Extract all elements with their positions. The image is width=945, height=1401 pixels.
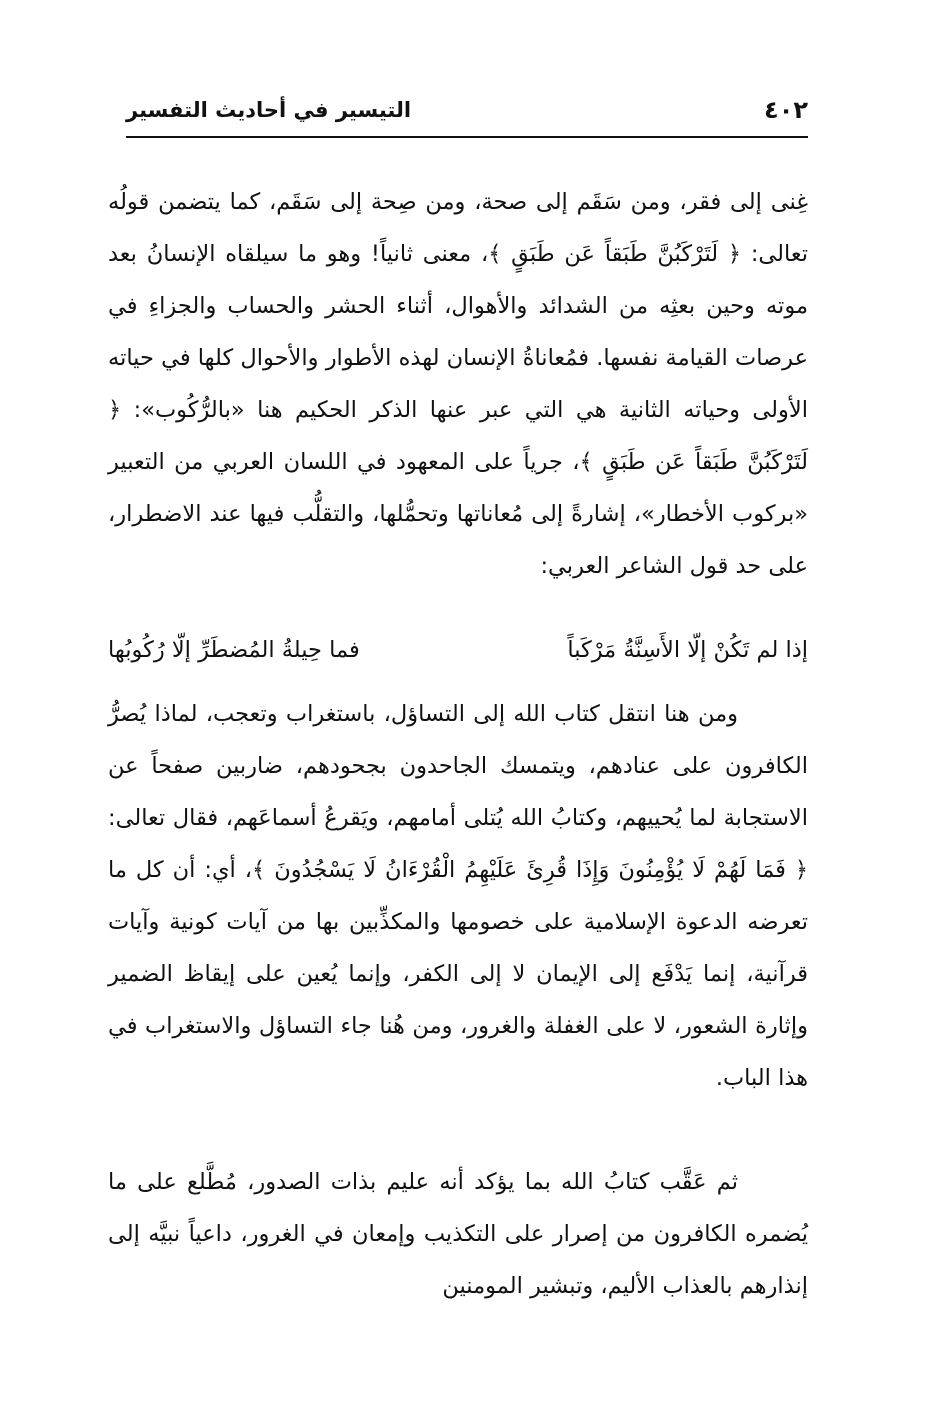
page-header	[126, 96, 808, 138]
poetry-verse	[108, 624, 808, 676]
paragraph-1: غِنى إلى فقر، ومن سَقَم إلى صحة، ومن صِحة إلى سَقَم، كما يتضمن قولُه تعالى: ﴿ لَتَرْكَبُنَّ طَبَقاً عَن طَبَقٍ ﴾، معنى ثانياً! وهو ما سيلقاه الإنسانُ بعد موته وحين بعثِه من الشدائد والأهوال، أثناء الحشر والحساب والجزاءِ في عرصات القيامة نفسها. فمُعاناةُ الإنسان لهذه الأطوار والأحوال كلها في حياته الأولى وحياته الثانية هي التي عبر عنها الذكر الحكيم هنا «بالرُّكُوب»: ﴿ لَتَرْكَبُنَّ طَبَقاً عَن طَبَقٍ ﴾، جرياً على المعهود في اللسان العربي من التعبير «بركوب الأخطار»، إشارةً إلى مُعاناتها وتحمُّلها، والتقلُّب فيها عند الاضطرار، على حد قول الشاعر العربي:	[108, 189, 808, 579]
verse-first-hemistich: إذا لم تَكُنْ إلّا الأَسِنَّةُ مَرْكَباً	[567, 637, 808, 663]
running-title: التيسير في أحاديث التفسير	[126, 98, 412, 122]
page-number: ٤٠٢	[764, 96, 808, 124]
verse-second-hemistich: فما حِيلةُ المُضطَرِّ إلّا رُكُوبُها	[108, 637, 360, 663]
paragraph-2: ومن هنا انتقل كتاب الله إلى التساؤل، باستغراب وتعجب، لماذا يُصرُّ الكافرون على عنادهم، ويتمسك الجاحدون بجحودهم، ضاربين صفحاً عن الاستجابة لما يُحييهم، وكتابُ الله يُتلى أمامهم، ويَقرعُ أسماعَهم، فقال تعالى: ﴿ فَمَا لَهُمْ لَا يُؤْمِنُونَ وَإِذَا قُرِئَ عَلَيْهِمُ الْقُرْءَانُ لَا يَسْجُدُونَ ﴾، أي: أن كل ما تعرضه الدعوة الإسلامية على خصومها والمكذِّبين بها من آيات كونية وآيات قرآنية، إنما يَدْفَع إلى الإيمان لا إلى الكفر، وإنما يُعين على إيقاظ الضمير وإثارة الشعور، لا على الغفلة والغرور، ومن هُنا جاء التساؤل والاستغراب في هذا الباب.	[108, 701, 808, 1091]
paragraph-3: ثم عَقَّب كتابُ الله بما يؤكد أنه عليم بذات الصدور، مُطَّلع على ما يُضمره الكافرون من إصرار على التكذيب وإمعان في الغرور، داعياً نبيَّه إلى إنذارهم بالعذاب الأليم، وتبشير المومنين	[108, 1169, 808, 1299]
